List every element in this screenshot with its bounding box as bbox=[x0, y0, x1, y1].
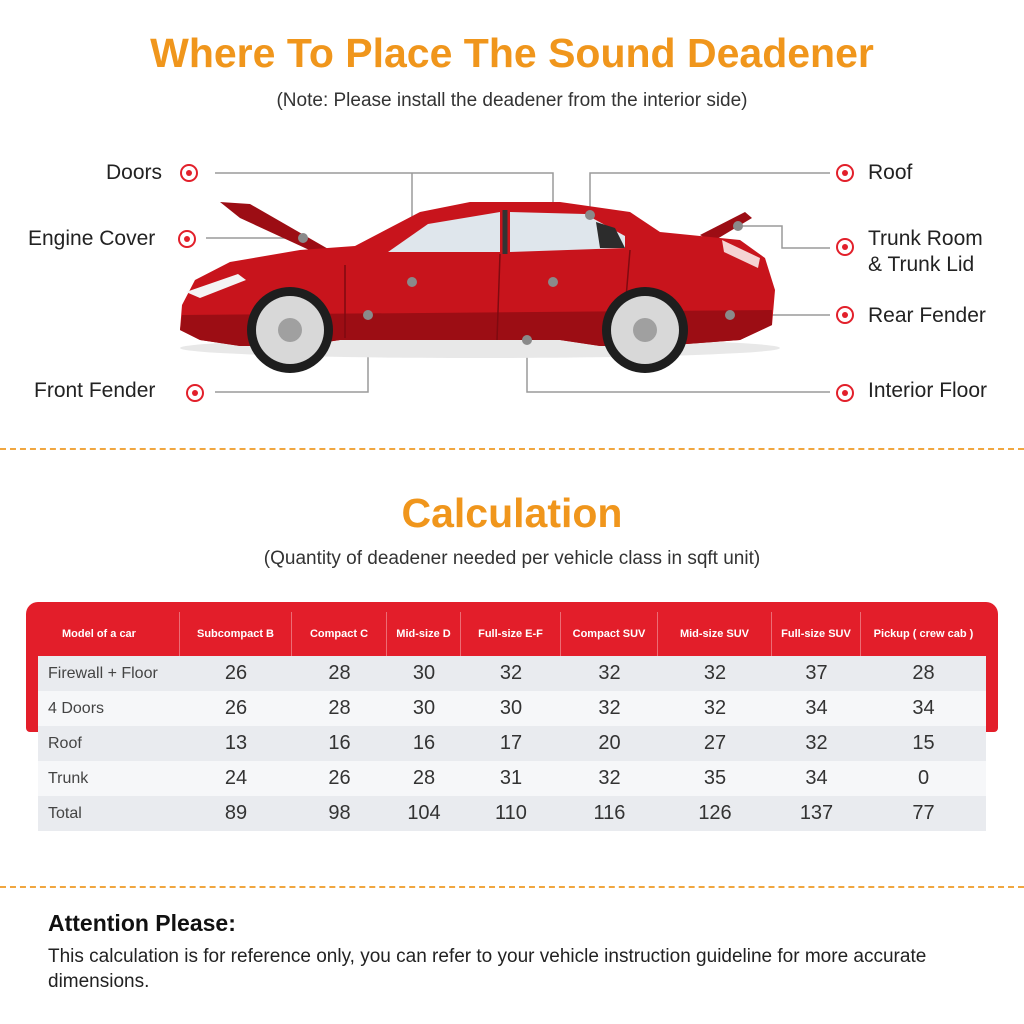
table-cell: 137 bbox=[799, 802, 834, 824]
table-cell: 28 bbox=[912, 662, 935, 684]
page-title: Where To Place The Sound Deadener bbox=[150, 30, 874, 76]
row-label: 4 Doors bbox=[48, 699, 105, 717]
table-cell: 17 bbox=[499, 732, 523, 754]
target-icon bbox=[178, 230, 196, 248]
table-cell: 34 bbox=[912, 697, 935, 719]
table-cell: 26 bbox=[328, 767, 351, 789]
table-cell: 16 bbox=[412, 732, 436, 754]
table-cell: 32 bbox=[598, 767, 621, 789]
table-cell: 0 bbox=[917, 767, 930, 789]
table-row bbox=[38, 726, 986, 761]
table-cell: 27 bbox=[703, 732, 727, 754]
table-cell: 16 bbox=[328, 732, 351, 754]
label-interior-floor: Interior Floor bbox=[868, 379, 988, 402]
label-trunk-lid: & Trunk Lid bbox=[868, 253, 975, 276]
column-header: Model of a car bbox=[38, 612, 180, 656]
table-cell: 126 bbox=[698, 802, 732, 824]
table-cell: 104 bbox=[407, 802, 441, 824]
target-icon bbox=[836, 384, 854, 402]
install-note: (Note: Please install the deadener from the interior side) bbox=[276, 90, 748, 111]
column-header: Pickup ( crew cab ) bbox=[873, 628, 974, 640]
section-divider bbox=[0, 886, 1024, 888]
table-cell: 32 bbox=[805, 732, 828, 754]
attention-title: Attention Please: bbox=[48, 910, 236, 936]
calculation-note: (Quantity of deadener needed per vehicle class in sqft unit) bbox=[263, 548, 761, 569]
target-icon bbox=[836, 164, 854, 182]
table-cell: 32 bbox=[598, 697, 621, 719]
table-cell: 34 bbox=[805, 697, 828, 719]
table-cell: 37 bbox=[805, 662, 828, 684]
table-cell: 15 bbox=[912, 732, 935, 754]
row-label: Trunk bbox=[48, 769, 89, 787]
table-cell: 110 bbox=[495, 802, 527, 824]
table-cell: 89 bbox=[224, 802, 248, 824]
label-rear-fender: Rear Fender bbox=[868, 304, 986, 327]
column-header: Full-size SUV bbox=[772, 612, 861, 656]
label-roof: Roof bbox=[868, 161, 913, 184]
table-cell: 32 bbox=[598, 662, 621, 684]
label-front-fender: Front Fender bbox=[34, 379, 156, 402]
table-cell: 35 bbox=[703, 767, 727, 789]
table-row bbox=[38, 691, 986, 726]
target-icon bbox=[836, 306, 854, 324]
table-cell: 28 bbox=[412, 767, 436, 789]
column-header: Mid-size SUV bbox=[658, 612, 772, 656]
row-label: Roof bbox=[48, 734, 82, 752]
target-icon bbox=[836, 238, 854, 256]
table-header-row bbox=[38, 612, 986, 656]
label-doors: Doors bbox=[106, 161, 163, 184]
table-cell: 30 bbox=[412, 662, 436, 684]
table-cell: 77 bbox=[912, 802, 935, 824]
table-cell: 32 bbox=[703, 697, 727, 719]
section-divider bbox=[0, 448, 1024, 450]
table-cell: 30 bbox=[412, 697, 436, 719]
label-engine-cover: Engine Cover bbox=[28, 227, 156, 250]
table-cell: 98 bbox=[328, 802, 351, 824]
row-label: Firewall + Floor bbox=[48, 664, 158, 682]
table-cell: 20 bbox=[598, 732, 621, 754]
table-row bbox=[38, 761, 986, 796]
table-cell: 31 bbox=[499, 767, 523, 789]
table-cell: 116 bbox=[593, 802, 626, 824]
table-body bbox=[38, 656, 986, 831]
column-header: Compact C bbox=[292, 612, 387, 656]
column-header: Subcompact B bbox=[180, 612, 292, 656]
column-header: Mid-size D bbox=[387, 612, 461, 656]
calculation-title: Calculation bbox=[401, 490, 623, 536]
table-cell: 28 bbox=[328, 662, 351, 684]
table-row bbox=[38, 656, 986, 691]
table-cell: 24 bbox=[224, 767, 248, 789]
label-trunk-room: Trunk Room bbox=[868, 227, 983, 250]
calculation-table bbox=[26, 602, 998, 837]
attention-text: This calculation is for reference only, you can refer to your vehicle instruction guideline for more accurate dimensions. bbox=[48, 946, 927, 992]
table-cell: 26 bbox=[224, 697, 248, 719]
column-header: Compact SUV bbox=[561, 612, 658, 656]
table-cell: 28 bbox=[328, 697, 351, 719]
table-cell: 34 bbox=[805, 767, 828, 789]
row-label: Total bbox=[48, 804, 82, 822]
table-row bbox=[38, 796, 986, 831]
table-cell: 26 bbox=[224, 662, 248, 684]
table-cell: 30 bbox=[499, 697, 523, 719]
column-header: Full-size E-F bbox=[461, 612, 561, 656]
target-icon bbox=[180, 164, 198, 182]
table-cell: 13 bbox=[224, 732, 248, 754]
table-cell: 32 bbox=[703, 662, 727, 684]
car-body bbox=[180, 202, 780, 373]
target-icon bbox=[186, 384, 204, 402]
table-cell: 32 bbox=[499, 662, 523, 684]
